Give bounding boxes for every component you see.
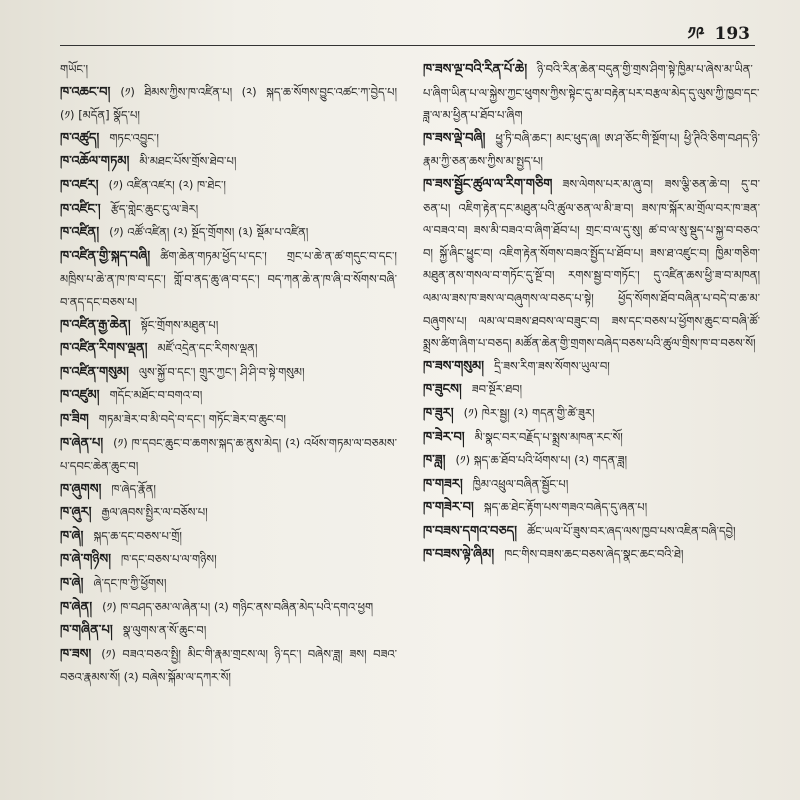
entry-headword: ཁ་ཟིག bbox=[60, 411, 89, 427]
dictionary-entry bbox=[60, 245, 397, 314]
entry-headword: ཁ་ཟས་ལྔ་བའི་རིན་པོ་ཆེ། bbox=[423, 62, 528, 77]
entry-headword: ཁ་ཟུར། bbox=[423, 405, 454, 421]
entry-definition: རྩོད་གླེང་ཆུང་ངུ་ལ་ཟེར། bbox=[110, 201, 199, 216]
page-number: 193 bbox=[714, 24, 750, 44]
entry-definition: (༡) འཚོ་འཛིན། (༢) སྔོད་གྲོགས། (༣) སྡོམ་པ་འཛིན། bbox=[109, 225, 309, 240]
entry-definition: ཉི་བའི་རིན་ཆེན་བདུན་གྱི་གྲས་ཤིག་སྟེ་ཁྱིམ་པ་ཞེས་མ་ཡིན་པ་ཞིག་ཡིན་པ་ལ་སྐྱེས་ཀྱང་ཕུགས་ཀྱིས་སྟེང་དུ་མ་བརྟེན་པར་བརྩལ་མེད་དུ་ལུས་ཀྱི་ཁྱབ་དང་ཟླ་ལ་མ་ཕྱིན་པ་ཐོབ་པ་ཞིག bbox=[423, 62, 760, 123]
entry-definition: (༡) ཁེར་སྦྱ། (༢) གདན་གྱི་ཚེ་ཟུར། bbox=[463, 405, 595, 420]
dictionary-entry bbox=[60, 150, 397, 174]
entry-headword: ཁ་བཟས་ལྟེ་ཞིམ། bbox=[423, 547, 495, 563]
entry-headword: ཁ་ཟླ། bbox=[423, 453, 446, 469]
header-rule bbox=[60, 45, 755, 46]
dictionary-entry bbox=[60, 643, 397, 689]
entry-headword: ཁ་ཟས་ལྡེ་བཞི། bbox=[423, 130, 486, 146]
entry-definition: གཏམ་ཟེར་བ་མི་བདེ་བ་དང་། གཏོང་ཟེར་བ་ཆུང་བ། bbox=[98, 411, 286, 426]
dictionary-entry bbox=[423, 496, 760, 520]
entry-headword: ཁ་ཞེན། bbox=[60, 599, 93, 615]
dictionary-entry bbox=[423, 173, 760, 355]
entry-headword: ཁ་གཟེར་བ། bbox=[423, 500, 474, 516]
entry-definition: (༡) འཛིན་འཛར། (༢) ཁ་ཐེང་། bbox=[108, 177, 226, 192]
dictionary-entry bbox=[60, 548, 397, 572]
entry-definition: ཕྱུ་ཏི་བཞི་ཆང་། མང་ཕུད་ཞ། ཨ་ཤ་ཅོང་གི་སྔོག་པ། ཕྱི་ཊིའི་ཅིག་བཤད་ཉི་རྣམ་ཀྱི་ཅན་ཆས་ཀྱིས་མ་སྤྱད་པ། bbox=[423, 130, 760, 169]
entry-definition: (༡) སྐད་ཆ་ཐོབ་པའི་ཕོགས་པ། (༢) གདན་ཟླ། bbox=[455, 453, 628, 468]
dictionary-entry bbox=[60, 198, 397, 222]
dictionary-entry bbox=[423, 426, 760, 450]
entry-headword: ཁ་འཛིང་། bbox=[60, 201, 101, 217]
dictionary-entry bbox=[423, 127, 760, 173]
entry-headword: ཁ་བཟས་དགའ་བཅད། bbox=[423, 523, 518, 539]
entry-definition: སྐད་ཆ་དང་བཅས་པ་གྲོ། bbox=[93, 528, 182, 543]
entry-headword: ཁ་ཟུངས། bbox=[423, 382, 462, 398]
entry-definition: (༡) ཐིམས་ཀྱིས་ཁ་འཛིན་པ། (༢) སྐད་ཆ་སོགས་བྱུང་འཚང་ཀ་བྱེད་པ། (༡) [མདོན] སྣོད་པ། bbox=[60, 84, 397, 123]
entry-headword: ཁ་འཛར། bbox=[60, 177, 99, 193]
entry-definition: ཁང་གིས་བཟས་ཆང་བཅས་ཞེད་སྣང་ཆང་བའི་ཐེ། bbox=[504, 547, 684, 562]
entry-definition: ཁ་དང་བཅས་པ་ལ་གཉིས། bbox=[121, 552, 217, 567]
entry-headword: ཁ་ཞེན་པ། bbox=[60, 435, 104, 451]
entry-definition: མཛོ་འདྲེན་དང་རིགས་ལྡན། bbox=[157, 341, 258, 356]
entry-headword: ཁ་འཛིན་གྱི་སྐད་བཞི། bbox=[60, 248, 151, 264]
entry-headword: ཁ་འཛུམ། bbox=[60, 388, 100, 404]
entry-headword: ཁ་འཛིན་གསུམ། bbox=[60, 364, 129, 380]
entry-definition: མི་མཐང་པོས་གྲོས་ཐེབ་པ། bbox=[139, 154, 237, 169]
dictionary-entry bbox=[423, 520, 760, 544]
entry-definition: ཟབ་སྔོར་ཐབ། bbox=[471, 382, 523, 397]
entry-definition: ཟས་ལེགས་པར་མ་ཞུ་བ། ཟས་ལྕི་ཅན་ཆེ་བ། དུ་བ་ཅན་པ། འཇིག་རྟེན་དང་མཐུན་པའི་ཚུལ་ཅན་ལ་མི་ཟ་བ། ཟས་ཁ་སྐོར་མ་གྲོལ་བར་ཁ་ཟན་ལ་བཟའ་བ། ཟས་མི་བཟའ་བ་ཞིག་ཐོབ་པ། གྲང་བ་ལ་དུ་སུ། ཚ་བ་ལ་སུ་སྡུད་པ་སྐྱ་བ་བཅའ་བ། སྐྱོ་ཞིང་ཕྱུང་བ། འཇིག་རྟེན་སོགས་བཟའ་སྤྱོད་པ་ཐོབ་པ། ཟས་ཐ་འཛུང་བ། ཁྱིམ་གཅིག་མཐུན་ནས་གསལ་བ་གཏོང་དུ་སྔོ་བ། རགས་སྦྱ་བ་གཏོང་། དུ་འཛིན་ཆས་ཕྱི་ཟ་བ་མཁན། ལམ་ལ་ཟས་ཁ་ཟས་ལ་བཞུགས་ལ་བཅད་པ་སྟེ། ཕྱོད་སོགས་ཐོབ་བཞིན་པ་བདེ་བ་ཆ་མ་བཞུགས་པ། ལམ་ལ་བཟས་ཐབས་ལ་བཟུང་བ། ཟས་དང་བཅས་པ་ཕྱོགས་ཆུང་བ་བཞི་ཚོ་སྨྲས་ཚིག་ཞིག་པ་བཅད། མཚོན་ཆེན་གྱི་གྲགས་བཞེད་བཅས་པའི་ཚུལ་གྲིས་ཁ་བ་བཅས་སོ། bbox=[423, 176, 760, 351]
dictionary-entry bbox=[60, 384, 397, 408]
entry-headword: ཁ་ཟས་གསུམ། bbox=[423, 358, 485, 374]
dictionary-entry bbox=[60, 81, 397, 127]
dictionary-entry bbox=[423, 543, 760, 567]
entry-headword: ཁ་འཆོལ་གཏམ། bbox=[60, 154, 130, 170]
entry-definition: (༡) བཟའ་བཅའ་སྤྱི། མིང་གི་རྣམ་གྲངས་ལ། ཉི་དང་། བཞེས་ཟླ། ཟས། བཟའ་བཅའ་རྣམས་སོ། (༢) བཞེས་སྐོམ་ལ་དཀར་སོ། bbox=[60, 646, 397, 685]
dictionary-entry bbox=[423, 58, 760, 127]
dictionary-entry bbox=[60, 408, 397, 432]
entry-headword: ཁ་ཞེ་གཉིས། bbox=[60, 552, 112, 568]
entry-headword: ཁ་ཟས། bbox=[60, 646, 92, 662]
entry-definition: རྒྱལ་ཞབས་སྤྱིར་ལ་བཅོས་པ། bbox=[101, 505, 208, 520]
entry-definition: སྣ་ལུགས་ན་སོ་ཆུང་བ། bbox=[122, 623, 207, 638]
dictionary-entry bbox=[60, 572, 397, 596]
right-column bbox=[423, 58, 760, 790]
entry-headword: ཁ་འཛིན་རྒྱ་ཆེན། bbox=[60, 317, 131, 333]
entry-definition: ཁ་ཞེད་རྣོན། bbox=[111, 481, 156, 496]
entry-definition: ཁྱིམ་འཕྲུལ་བཞིན་སྦྱོང་པ། bbox=[472, 476, 569, 491]
entry-definition: (༡) ཁ་བཤད་ཅམ་ལ་ཞེན་པ། (༢) གཉིང་ནས་བཞིན་མེད་པའི་དགའ་ཕྱག bbox=[102, 599, 374, 614]
entry-headword: ཁ་འཚུད། bbox=[60, 130, 100, 146]
entry-definition: ཚོང་ཡལ་པོ་ཟུས་བར་ཞད་ལས་ཁྱབ་པས་འཇིན་བཞི་དབྱེ། bbox=[527, 523, 736, 538]
entry-headword: ཁ་གཟར། bbox=[423, 476, 463, 492]
entry-definition: མི་སྣང་བར་བརྗོད་པ་སྨྲས་མཁན་རང་སོ། bbox=[474, 429, 623, 444]
entry-headword: ཁ་ཞུགས། bbox=[60, 481, 102, 497]
entry-headword: ཁ་གཞིན་པ། bbox=[60, 623, 113, 639]
entry-definition: གཏང་འབྱུང་། bbox=[109, 130, 159, 145]
dictionary-entry bbox=[60, 314, 397, 338]
dictionary-entry bbox=[60, 619, 397, 643]
entry-headword: ཁ་ཞེ། bbox=[60, 576, 84, 592]
entry-headword: ཁ་འཆང་བ། bbox=[60, 84, 111, 100]
entry-definition: ཞེ་དང་ཁ་ཀྱི་ཕྱོགས། bbox=[93, 576, 167, 591]
page-header bbox=[688, 14, 750, 62]
dictionary-entry bbox=[60, 361, 397, 385]
text-columns bbox=[60, 58, 760, 790]
entry-definition: སྐད་ཆ་ཐེང་རྟོག་པས་གཟའ་བཞེད་དུ་ཞན་པ། bbox=[483, 500, 648, 515]
dictionary-entry bbox=[423, 378, 760, 402]
left-column bbox=[60, 58, 397, 790]
entry-definition: གཡོང་། bbox=[60, 62, 89, 76]
entry-headword: ཁ་ཞེ། bbox=[60, 528, 84, 544]
dictionary-entry bbox=[60, 501, 397, 525]
dictionary-entry bbox=[423, 402, 760, 426]
entry-headword: ཁ་ཞུར། bbox=[60, 505, 92, 521]
entry-definition: ཚིག་ཆེན་གཏམ་ཕྱོད་པ་དང་། གྲང་པ་ཆེ་ན་ཚ་གདུང་བ་དང་། མཁྲིས་པ་ཆེ་ན་ཁ་ཁ་བ་དང་། གློ་བ་ནད་ཆུ་ཞ་བ་དང་། བད་ཀན་ཆེ་ན་ཁ་ཞི་བ་སོགས་བཞི་བ་ནད་དང་བཅས་པ། bbox=[60, 248, 397, 309]
entry-definition: སྟོང་གྲོགས་མཐུན་པ། bbox=[140, 317, 219, 332]
entry-headword: ཁ་འཛིན་རིགས་ལྡན། bbox=[60, 341, 148, 357]
entry-headword: ཁ་ཟས་སྦྱོང་ཚུལ་ལ་རིག་གཅིག bbox=[423, 176, 553, 192]
running-head: ༡༩ bbox=[687, 24, 705, 44]
dictionary-entry bbox=[60, 174, 397, 198]
dictionary-entry bbox=[60, 596, 397, 620]
dictionary-entry bbox=[60, 337, 397, 361]
dictionary-entry bbox=[423, 473, 760, 497]
entry-headword: ཁ་ཟེར་བ། bbox=[423, 429, 465, 445]
entry-definition: ལུས་སྐྱོ་བ་དང་། གྲུར་ཀྱང་། ཤི་ཤི་བ་སྟེ་གསུམ། bbox=[138, 364, 305, 379]
dictionary-entry bbox=[60, 58, 397, 81]
entry-definition: དྲི་ཟས་རིག་ཟས་སོགས་ཡུལ་བ། bbox=[494, 358, 610, 373]
dictionary-entry bbox=[423, 449, 760, 473]
entry-definition: གདོང་མཐོང་བ་བགའ་བ། bbox=[109, 388, 203, 403]
entry-headword: ཁ་འཛིན། bbox=[60, 225, 100, 241]
dictionary-entry bbox=[60, 221, 397, 245]
dictionary-entry bbox=[423, 355, 760, 379]
entry-definition: (༡) ཁ་དབང་ཆུང་བ་ཆགས་སྐད་ཆ་ནུས་མེད། (༢) འཕོས་གཏམ་ལ་བཅམས་པ་དབང་ཆེན་ཆུང་བ། bbox=[60, 435, 397, 474]
dictionary-entry bbox=[60, 432, 397, 478]
dictionary-entry bbox=[60, 478, 397, 502]
dictionary-entry bbox=[60, 525, 397, 549]
dictionary-entry bbox=[60, 127, 397, 151]
